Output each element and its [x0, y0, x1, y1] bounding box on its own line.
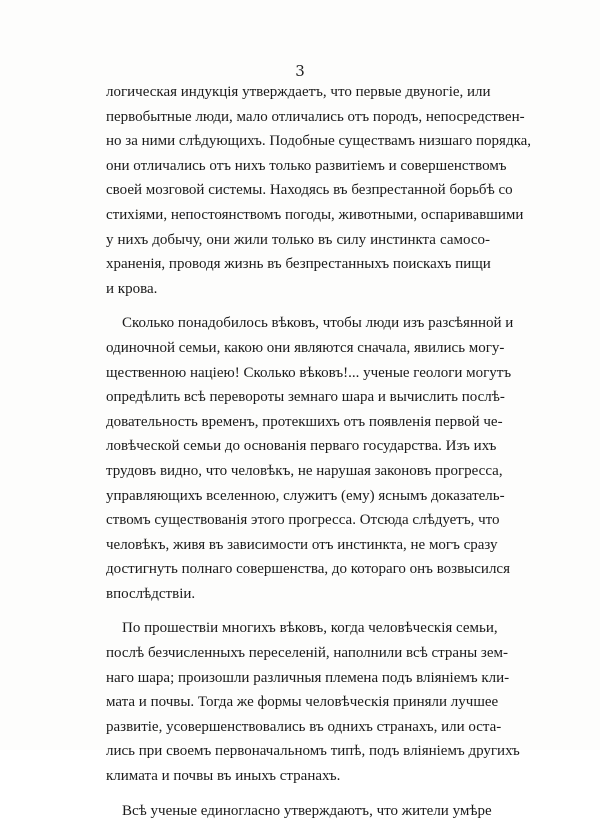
text-line: первобытные люди, мало отличались отъ породъ, непосредствен- [106, 108, 525, 125]
text-line: опредѣлить всѣ перевороты земнаго шара и вычислить послѣ- [106, 389, 505, 406]
text-line: храненія, проводя жизнь въ безпрестанныхъ поискахъ пищи [106, 256, 491, 273]
text-line: они отличались отъ нихъ только развитіемъ и совершенствомъ [106, 157, 507, 174]
text-line: Всѣ ученые единогласно утверждаютъ, что жители умѣре [122, 802, 492, 819]
text-line: логическая индукція утверждаетъ, что первые двуногіе, или [106, 84, 491, 100]
page-text [106, 80, 532, 823]
text-line: послѣ безчисленныхъ переселеній, наполнили всѣ страны зем- [106, 645, 509, 662]
paragraph-gap [106, 606, 490, 616]
text-line: одиночной семьи, какою они являются сначала, явились могу- [106, 339, 505, 356]
text-line: человѣкъ, живя въ зависимости отъ инстинкта, не могъ сразу [106, 536, 498, 553]
paragraph-4 [106, 799, 490, 823]
paragraph-2 [106, 311, 514, 606]
text-line: По прошествіи многихъ вѣковъ, когда человѣческія семьи, [122, 620, 498, 637]
text-line: впослѣдствіи. [106, 585, 196, 602]
text-line: Сколько понадобилось вѣковъ, чтобы люди изъ разсѣянной и [122, 315, 514, 332]
page-number: 3 [295, 62, 305, 80]
paragraph-gap [106, 301, 490, 311]
text-line: наго шара; произошли различныя племена подъ вліяніемъ кли- [106, 669, 510, 686]
text-line: управляющихъ вселенною, служитъ (ему) яснымъ доказатель- [106, 487, 505, 504]
text-line: но за ними слѣдующихъ. Подобные существамъ низшаго порядка, [106, 133, 532, 150]
paragraph-1 [106, 80, 532, 301]
text-line: щественною націею! Сколько вѣковъ!... ученые геологи могутъ [106, 364, 512, 381]
paragraph-gap [106, 789, 490, 799]
text-line: ствомъ существованія этого прогресса. Отсюда слѣдуетъ, что [106, 512, 500, 529]
text-line: у нихъ добычу, они жили только въ силу инстинкта самосо- [106, 231, 490, 248]
text-line: развитіе, усовершенствовались въ однихъ странахъ, или оста- [106, 718, 502, 735]
text-line: ловѣческой семьи до основанія перваго государства. Изъ ихъ [106, 438, 497, 455]
text-line: лись при своемъ первоначальномъ типѣ, подъ вліяніемъ другихъ [106, 743, 520, 760]
text-line: довательность временъ, протекшихъ отъ появленія первой че- [106, 413, 503, 430]
text-line: стихіями, непостоянствомъ погоды, животными, оспаривавшими [106, 206, 524, 223]
text-line: достигнуть полнаго совершенства, до котораго онъ возвысился [106, 561, 510, 578]
text-line: своей мозговой системы. Находясь въ безпрестанной борьбѣ со [106, 182, 513, 199]
paragraph-3 [106, 616, 520, 788]
text-line: и крова. [106, 280, 158, 297]
text-line: трудовъ видно, что человѣкъ, не нарушая законовъ прогресса, [106, 462, 503, 479]
text-line: мата и почвы. Тогда же формы человѣческія приняли лучшее [106, 694, 499, 711]
text-line: климата и почвы въ иныхъ странахъ. [106, 768, 341, 785]
